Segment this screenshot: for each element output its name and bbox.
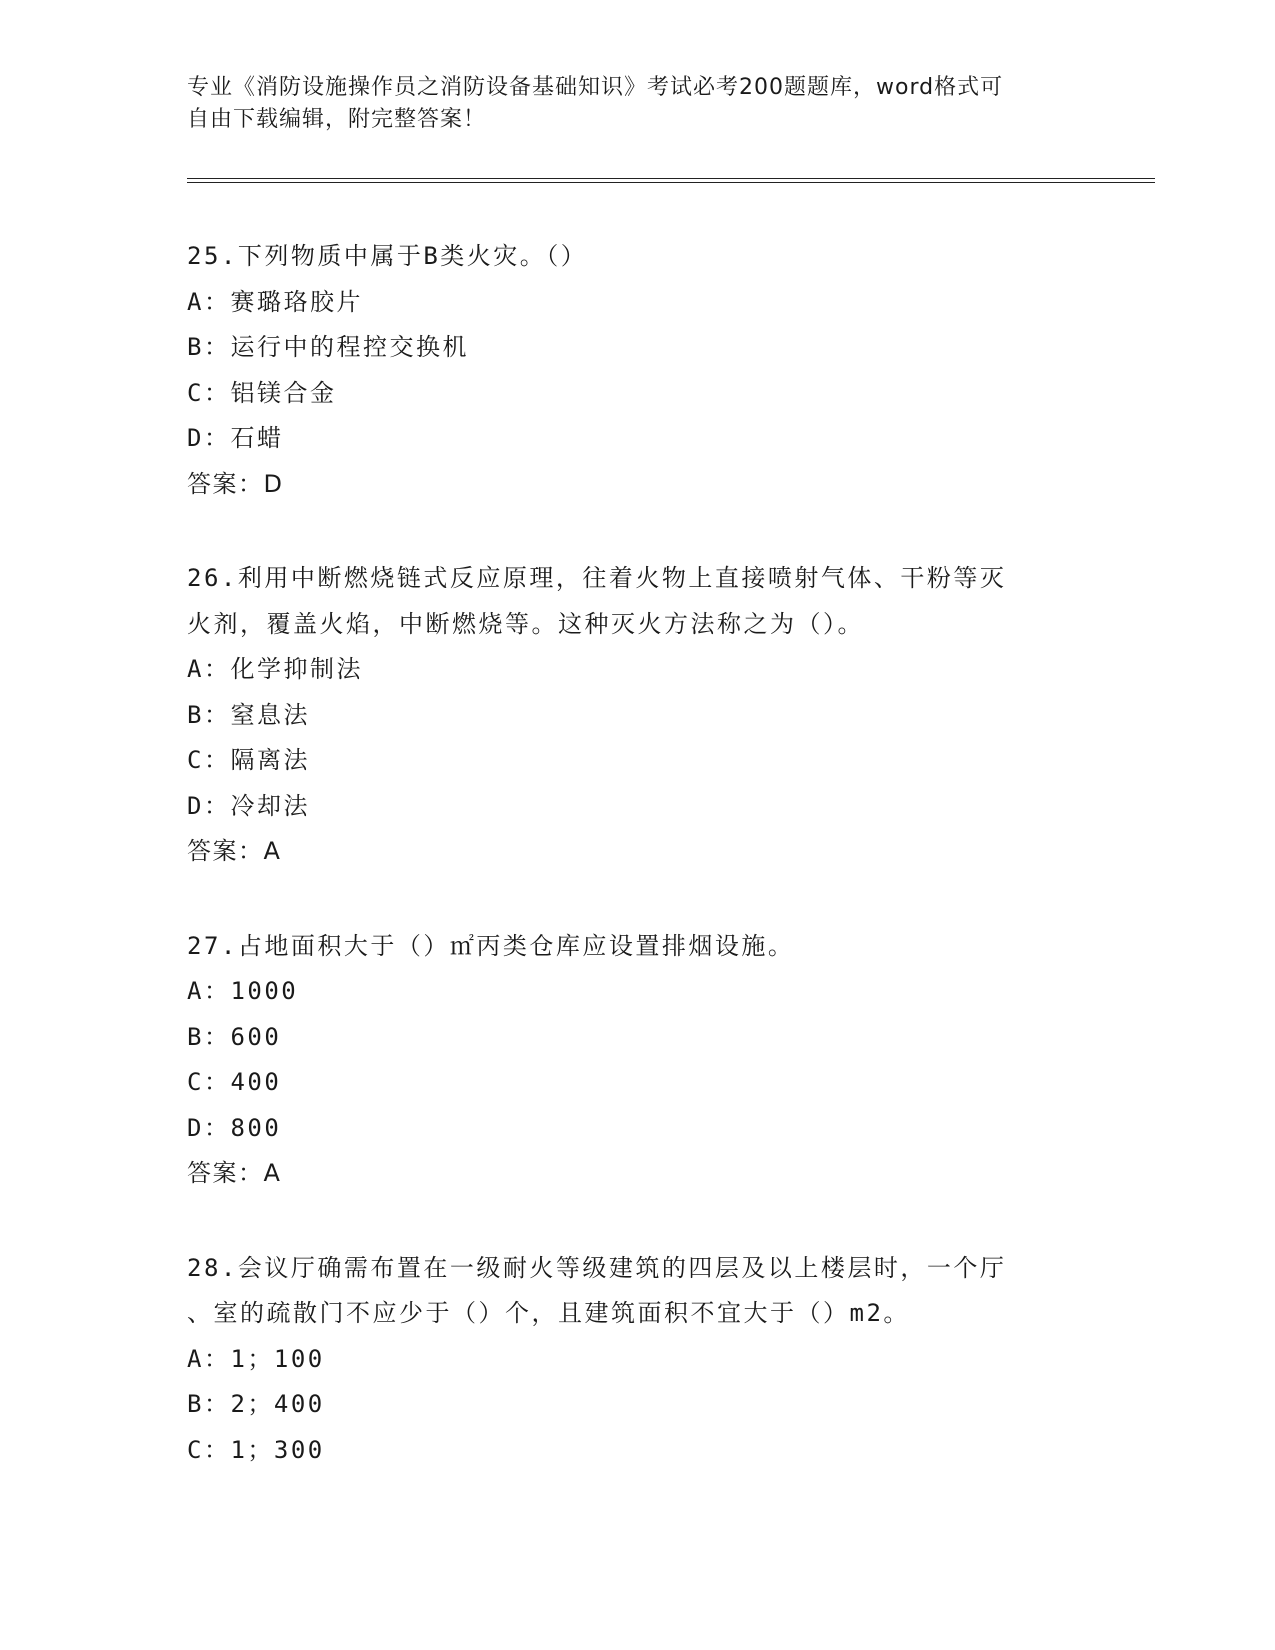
option-d: D：石蜡 [187,424,284,452]
header-line-2: 自由下载编辑，附完整答案！ [187,107,487,132]
option-c: C：铝镁合金 [187,378,337,407]
question-list [187,234,1087,1522]
answer-text: 答案：A [187,837,282,865]
question-stem: 27.占地面积大于（）㎡丙类仓库应设置排烟设施。 [187,931,795,960]
header-line-1: 专业《消防设施操作员之消防设备基础知识》考试必考200题题库，word格式可 [187,75,1004,100]
option-a: A：1000 [187,977,299,1005]
header-rule-bottom [187,182,1155,183]
question-stem-continued: 火剂，覆盖火焰，中断燃烧等。这种灭火方法称之为（）。 [187,609,864,638]
option-a: A：化学抑制法 [187,655,363,683]
document-header [187,72,1087,136]
question-stem: 26.利用中断燃烧链式反应原理，往着火物上直接喷射气体、干粉等灭 [187,564,1007,592]
question-25 [187,234,1087,507]
option-a: A：1；100 [187,1344,325,1373]
option-d: D：冷却法 [187,791,310,820]
option-a: A：赛璐珞胶片 [187,287,363,316]
option-c: C：400 [187,1068,282,1096]
question-27 [187,924,1087,1197]
question-28 [187,1246,1087,1474]
option-c: C：隔离法 [187,746,310,774]
option-b: B：600 [187,1022,282,1051]
answer-text: 答案：D [187,469,284,498]
option-d: D：800 [187,1113,282,1142]
question-stem-continued: 、室的疏散门不应少于（）个，且建筑面积不宜大于（）m2。 [187,1299,910,1327]
option-b: B：窒息法 [187,700,310,729]
option-b: B：2；400 [187,1390,325,1418]
question-stem: 25.下列物质中属于B类火灾。（） [187,242,588,270]
question-26 [187,556,1087,875]
header-rule-top [187,178,1155,179]
option-b: B：运行中的程控交换机 [187,333,469,361]
answer-text: 答案：A [187,1159,282,1187]
question-stem: 28.会议厅确需布置在一级耐火等级建筑的四层及以上楼层时，一个厅 [187,1253,1007,1282]
option-c: C：1；300 [187,1435,325,1464]
